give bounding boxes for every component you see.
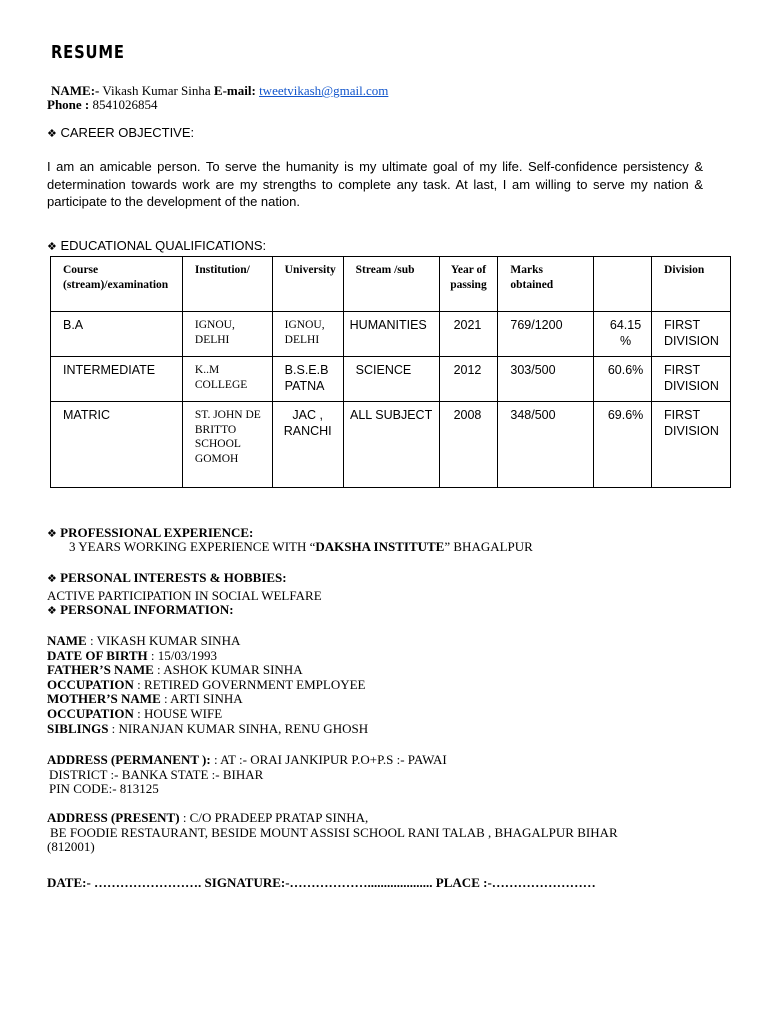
address-present-label: ADDRESS (PRESENT) [47, 810, 180, 825]
education-heading: EDUCATIONAL QUALIFICATIONS: [60, 238, 267, 253]
diamond-bullet-icon: ❖ [47, 127, 57, 140]
experience-suffix: ” BHAGALPUR [444, 539, 533, 554]
cell-year: 2008 [439, 402, 498, 488]
name-label: NAME:- [51, 83, 100, 98]
email-label: E-mail: [213, 83, 256, 98]
diamond-bullet-icon: ❖ [47, 572, 57, 585]
education-heading-line [47, 238, 266, 253]
cell-year: 2021 [439, 312, 498, 357]
personal-field: FATHER’S NAME : ASHOK KUMAR SINHA [47, 662, 303, 678]
address-permanent-label: ADDRESS (PERMANENT ): [47, 752, 211, 767]
personal-field: SIBLINGS : NIRANJAN KUMAR SINHA, RENU GHOSH [47, 720, 369, 736]
cell-stream: HUMANITIES [343, 312, 439, 357]
cell-marks: 303/500 [498, 357, 594, 402]
cell-course: MATRIC [51, 402, 183, 488]
table-row [51, 312, 731, 357]
cell-institution: ST. JOHN DE BRITTO SCHOOL GOMOH [182, 402, 272, 488]
experience-heading: PROFESSIONAL EXPERIENCE: [60, 525, 254, 540]
header-marks: Marks obtained [498, 257, 594, 312]
phone-label: Phone : [47, 97, 90, 112]
header-course: Course (stream)/examination [51, 257, 183, 312]
header-university: University [272, 257, 343, 312]
table-row [51, 402, 731, 488]
header-percent [594, 257, 652, 312]
cell-marks: 348/500 [498, 402, 594, 488]
resume-title: RESUME [51, 42, 125, 63]
cell-university: B.S.E.B PATNA [272, 357, 343, 402]
experience-company: DAKSHA INSTITUTE [315, 539, 445, 554]
cell-division: FIRST DIVISION [652, 357, 731, 402]
personal-field: NAME : VIKASH KUMAR SINHA [47, 633, 241, 648]
personal-heading: PERSONAL INFORMATION: [60, 602, 234, 617]
hobbies-heading: PERSONAL INTERESTS & HOBBIES: [60, 570, 287, 585]
phone-value: 8541026854 [92, 97, 158, 112]
cell-percent: 60.6% [594, 357, 652, 402]
cell-division: FIRST DIVISION [652, 402, 731, 488]
address-permanent: ADDRESS (PERMANENT ): : AT :- ORAI JANKIPUR P.O+P.S :- PAWAI DISTRICT :- BANKA STATE :- BIHAR PIN CODE:- 813125 [47, 752, 447, 797]
personal-info-list [47, 634, 368, 736]
cell-university: IGNOU, DELHI [272, 312, 343, 357]
experience-prefix: 3 YEARS WORKING EXPERIENCE WITH “ [69, 539, 316, 554]
header-division: Division [652, 257, 731, 312]
career-heading-line [47, 125, 194, 140]
cell-course: B.A [51, 312, 183, 357]
email-link[interactable]: tweetvikash@gmail.com [259, 83, 389, 98]
address-present: ADDRESS (PRESENT) : C/O PRADEEP PRATAP SINHA, BE FOODIE RESTAURANT, BESIDE MOUNT ASSISI SCHOOL RANI TALAB , BHAGALPUR BIHAR (812001) [47, 810, 618, 855]
hobbies-heading-line [47, 571, 287, 587]
career-objective-text: I am an amicable person. To serve the humanity is my ultimate goal of my life. Self-confidence persistency & determination towards work are my strengths to complete any task. At last, I am willing to serve my nation & participate to the development of the nation. [47, 159, 703, 209]
personal-field: OCCUPATION : RETIRED GOVERNMENT EMPLOYEE [47, 676, 366, 692]
career-heading: CAREER OBJECTIVE: [60, 125, 195, 140]
cell-institution: K..M COLLEGE [182, 357, 272, 402]
cell-marks: 769/1200 [498, 312, 594, 357]
education-table [50, 256, 731, 488]
cell-percent: 69.6% [594, 402, 652, 488]
personal-field: DATE OF BIRTH : 15/03/1993 [47, 647, 218, 663]
header-institution: Institution/ [182, 257, 272, 312]
diamond-bullet-icon: ❖ [47, 240, 57, 253]
cell-course: INTERMEDIATE [51, 357, 183, 402]
experience-text [69, 540, 533, 555]
cell-university: JAC , RANCHI [272, 402, 343, 488]
table-header-row [51, 257, 731, 312]
cell-stream: ALL SUBJECT [343, 402, 439, 488]
diamond-bullet-icon: ❖ [47, 527, 57, 540]
cell-division: FIRST DIVISION [652, 312, 731, 357]
phone-line [47, 98, 158, 113]
personal-heading-line [47, 603, 234, 619]
personal-field: OCCUPATION : HOUSE WIFE [47, 705, 223, 721]
header-stream: Stream /sub [343, 257, 439, 312]
personal-field: MOTHER’S NAME : ARTI SINHA [47, 691, 243, 707]
cell-year: 2012 [439, 357, 498, 402]
header-year: Year of passing [439, 257, 498, 312]
cell-percent: 64.15 % [594, 312, 652, 357]
name-value: Vikash Kumar Sinha [102, 83, 211, 98]
signature-line: DATE:- ……………………. SIGNATURE:-……………….................... PLACE :-…………………… [47, 875, 596, 890]
cell-stream: SCIENCE [343, 357, 439, 402]
diamond-bullet-icon: ❖ [47, 604, 57, 617]
table-row [51, 357, 731, 402]
hobbies-text: ACTIVE PARTICIPATION IN SOCIAL WELFARE [47, 588, 322, 603]
cell-institution: IGNOU, DELHI [182, 312, 272, 357]
